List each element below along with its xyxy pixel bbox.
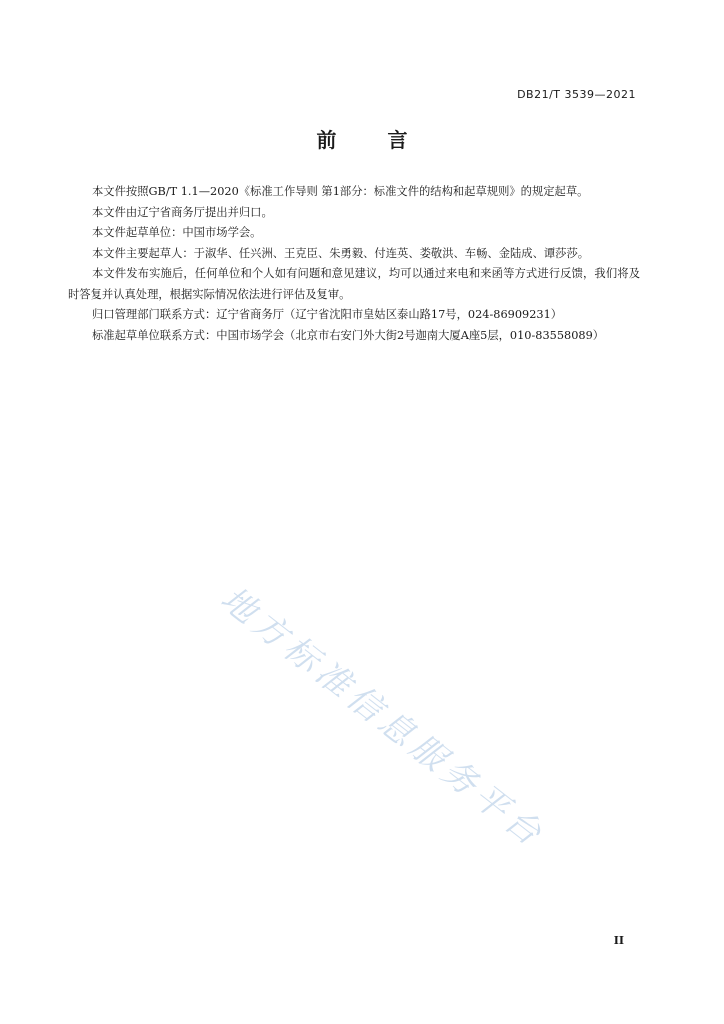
page-title: [0, 124, 724, 153]
paragraph-proposer: 本文件由辽宁省商务厅提出并归口。: [92, 205, 273, 219]
paragraph-drafting-basis: 本文件按照GB/T 1.1—2020《标准工作导则 第1部分：标准文件的结构和起草规则》的规定起草。: [92, 185, 589, 198]
paragraph-authority-contact: 归口管理部门联系方式：辽宁省商务厅（辽宁省沈阳市皇姑区泰山路17号，024-86909231）: [92, 308, 563, 321]
title-char-2: 言: [387, 128, 408, 152]
paragraph-drafter-contact: 标准起草单位联系方式：中国市场学会（北京市右安门外大街2号迦南大厦A座5层，010-83558089）: [92, 328, 605, 342]
paragraph-drafters: 本文件主要起草人：于淑华、任兴洲、王克臣、朱勇毅、付连英、娄敬洪、车畅、金陆成、谭莎莎。: [92, 246, 590, 260]
foreword-body: [68, 182, 640, 346]
page-number: II: [613, 934, 624, 947]
title-char-1: 前: [316, 128, 337, 152]
document-code: DB21/T 3539—2021: [517, 88, 636, 101]
paragraph-feedback: 本文件发布实施后，任何单位和个人如有问题和意见建议，均可以通过来电和来函等方式进行反馈，我们将及时答复并认真处理，根据实际情况依法进行评估及复审。: [68, 267, 640, 301]
watermark: 地方标准信息服务平台: [212, 578, 553, 857]
paragraph-drafting-unit: 本文件起草单位：中国市场学会。: [92, 226, 262, 239]
